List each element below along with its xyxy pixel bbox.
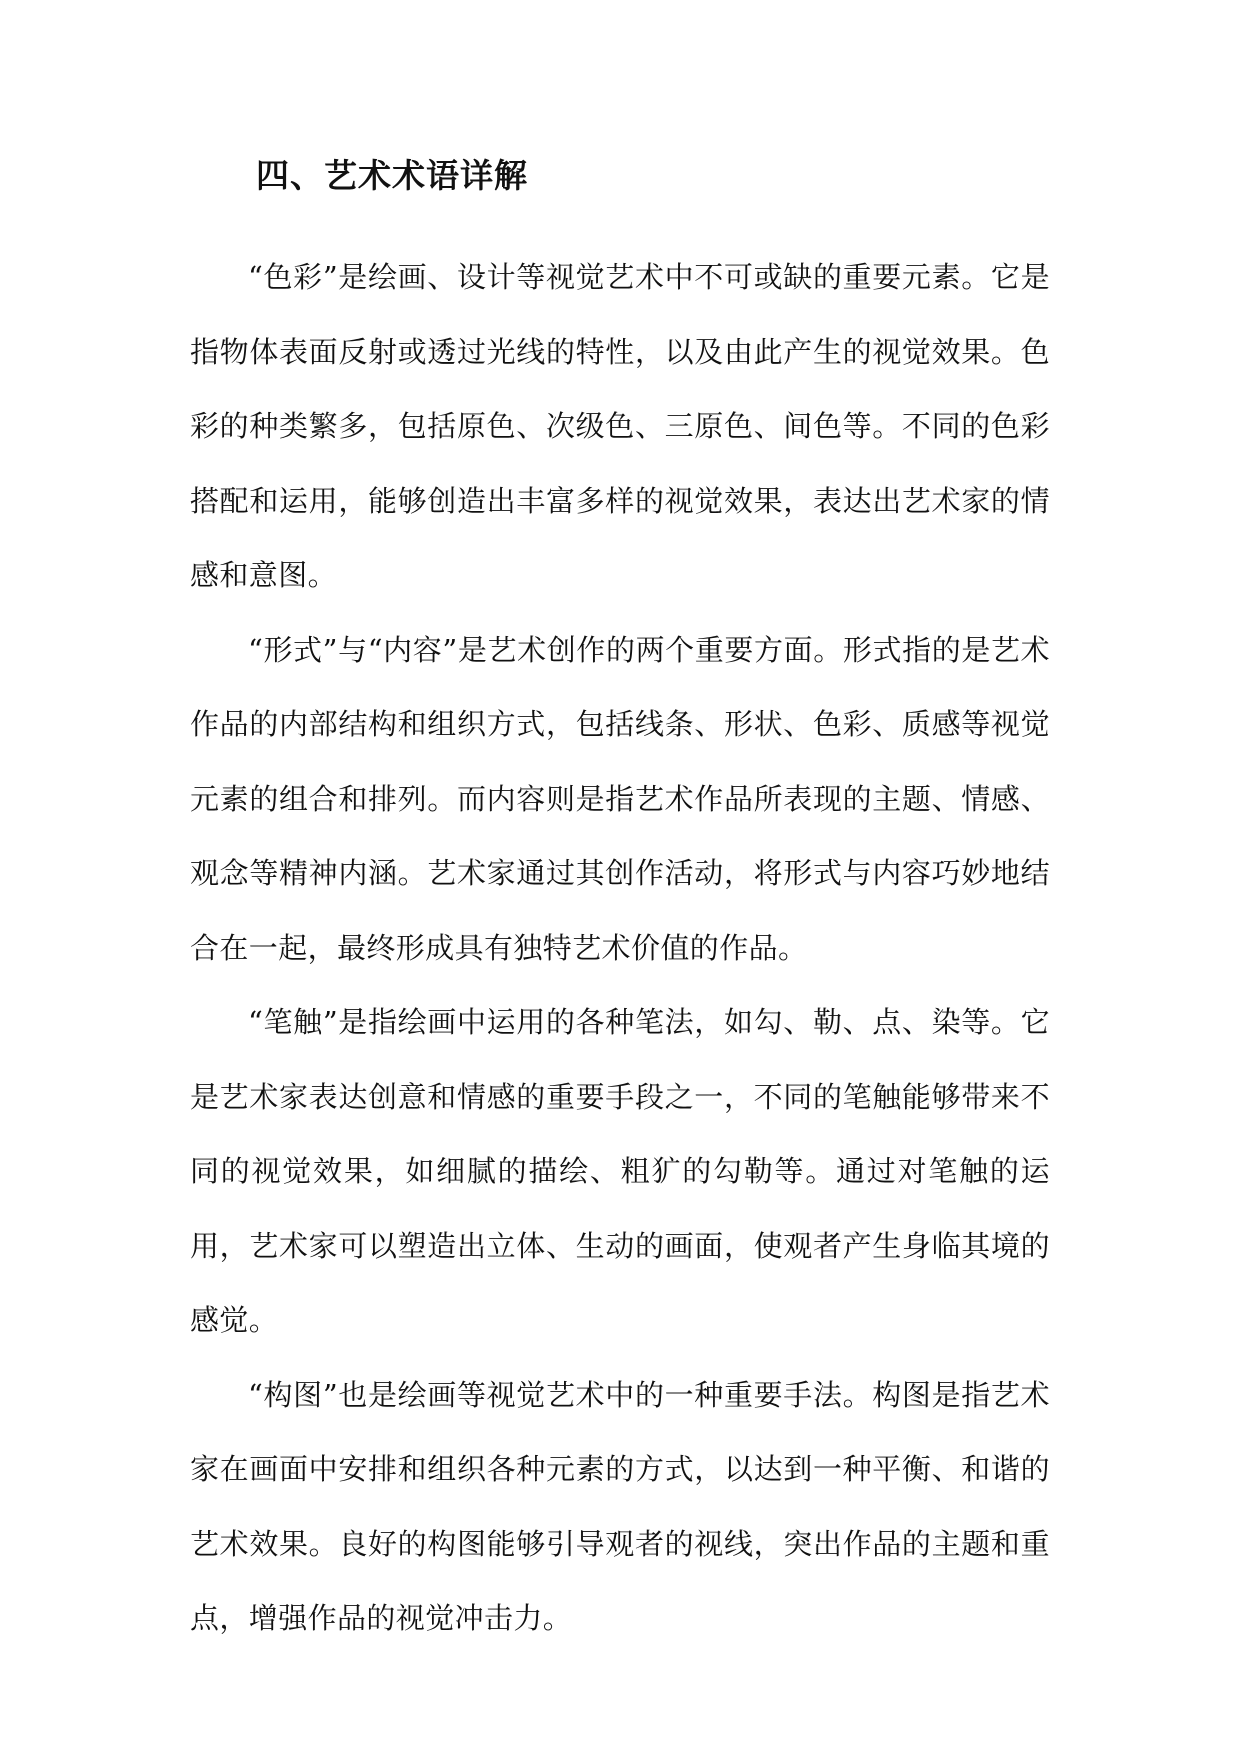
section-heading: 四、艺术术语详解 — [256, 156, 528, 195]
paragraph-composition: “构图”也是绘画等视觉艺术中的一种重要手法。构图是指艺术家在画面中安排和组织各种元素的方式，以达到一种平衡、和谐的艺术效果。良好的构图能够引导观者的视线，突出作品的主题和重点，增强作品的视觉冲击力。 — [190, 1377, 1050, 1635]
paragraph-color: “色彩”是绘画、设计等视觉艺术中不可或缺的重要元素。它是指物体表面反射或透过光线的特性，以及由此产生的视觉效果。色彩的种类繁多，包括原色、次级色、三原色、间色等。不同的色彩搭配和运用，能够创造出丰富多样的视觉效果，表达出艺术家的情感和意图。 — [190, 260, 1050, 592]
document-content — [190, 140, 1050, 1656]
paragraph-brushstroke: “笔触”是指绘画中运用的各种笔法，如勾、勒、点、染等。它是艺术家表达创意和情感的重要手段之一，不同的笔触能够带来不同的视觉效果，如细腻的描绘、粗犷的勾勒等。通过对笔触的运用，艺术家可以塑造出立体、生动的画面，使观者产生身临其境的感觉。 — [190, 1005, 1050, 1337]
paragraph-form-content: “形式”与“内容”是艺术创作的两个重要方面。形式指的是艺术作品的内部结构和组织方式，包括线条、形状、色彩、质感等视觉元素的组合和排列。而内容则是指艺术作品所表现的主题、情感、观念等精神内涵。艺术家通过其创作活动，将形式与内容巧妙地结合在一起，最终形成具有独特艺术价值的作品。 — [190, 632, 1050, 965]
